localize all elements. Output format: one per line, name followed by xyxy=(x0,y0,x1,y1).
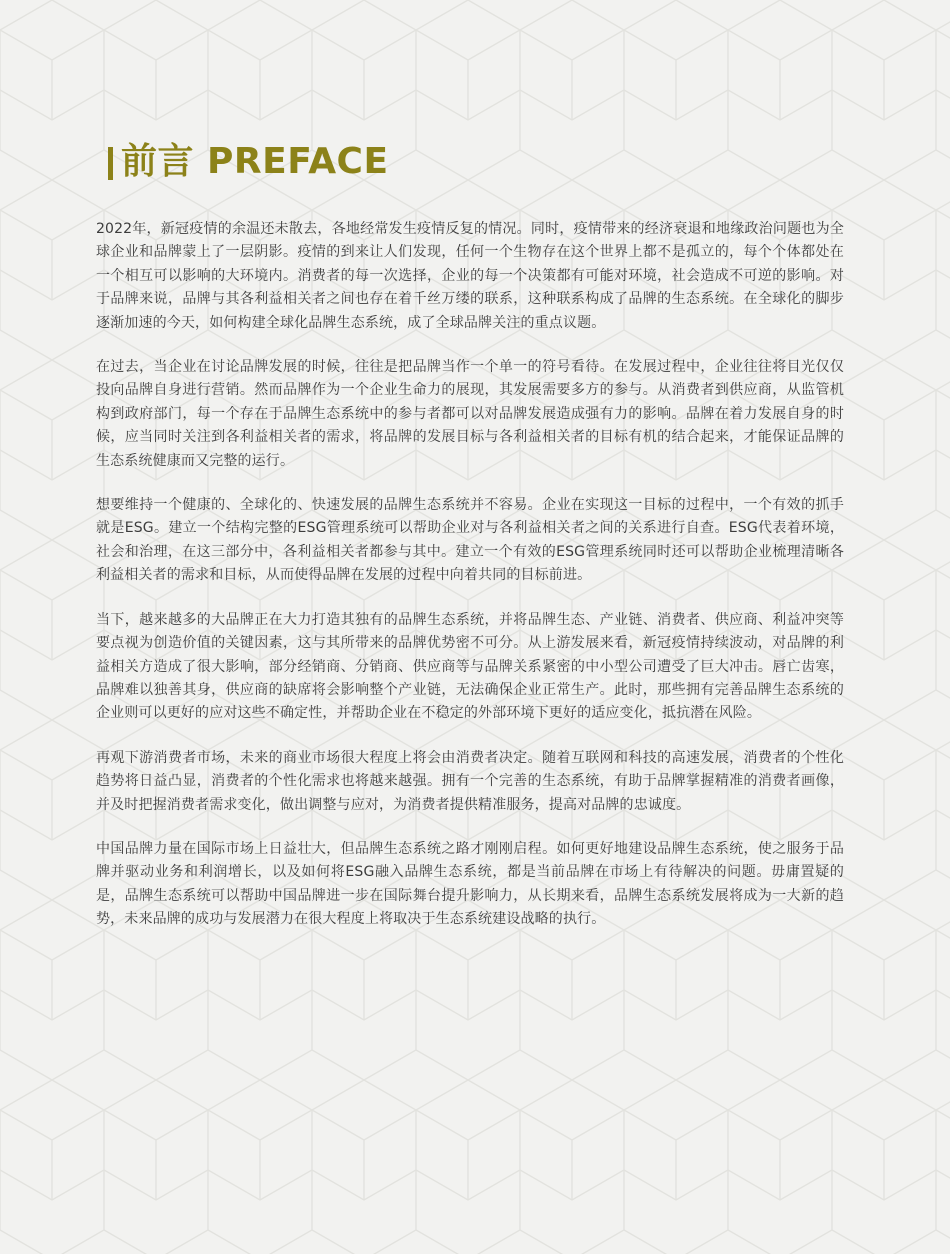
heading-accent-bar xyxy=(108,147,113,180)
paragraph-5: 再观下游消费者市场，未来的商业市场很大程度上将会由消费者决定。随着互联网和科技的高速发展，消费者的个性化趋势将日益凸显，消费者的个性化需求也将越来越强。拥有一个完善的生态系统，有助于品牌掌握精准的消费者画像，并及时把握消费者需求变化，做出调整与应对，为消费者提供精准服务，提高对品牌的忠诚度。 xyxy=(96,749,844,813)
preface-body xyxy=(96,218,844,953)
preface-heading xyxy=(108,140,389,184)
paragraph-6: 中国品牌力量在国际市场上日益壮大，但品牌生态系统之路才刚刚启程。如何更好地建设品牌生态系统，使之服务于品牌并驱动业务和利润增长，以及如何将ESG融入品牌生态系统，都是当前品牌在市场上有待解决的问题。毋庸置疑的是，品牌生态系统可以帮助中国品牌进一步在国际舞台提升影响力，从长期来看，品牌生态系统发展将成为一大新的趋势，未来品牌的成功与发展潜力在很大程度上将取决于生态系统建设战略的执行。 xyxy=(96,840,844,928)
paragraph-2: 在过去，当企业在讨论品牌发展的时候，往往是把品牌当作一个单一的符号看待。在发展过程中，企业往往将目光仅仅投向品牌自身进行营销。然而品牌作为一个企业生命力的展现，其发展需要多方的参与。从消费者到供应商，从监管机构到政府部门，每一个存在于品牌生态系统中的参与者都可以对品牌发展造成强有力的影响。品牌在着力发展自身的时候，应当同时关注到各利益相关者的需求，将品牌的发展目标与各利益相关者的目标有机的结合起来，才能保证品牌的生态系统健康而又完整的运行。 xyxy=(96,359,844,469)
paragraph-3: 想要维持一个健康的、全球化的、快速发展的品牌生态系统并不容易。企业在实现这一目标的过程中，一个有效的抓手就是ESG。建立一个结构完整的ESG管理系统可以帮助企业对与各利益相关者之间的关系进行自查。ESG代表着环境，社会和治理，在这三部分中，各利益相关者都参与其中。建立一个有效的ESG管理系统同时还可以帮助企业梳理清晰各利益相关者的需求和目标，从而使得品牌在发展的过程中向着共同的目标前进。 xyxy=(96,497,844,584)
paragraph-4: 当下，越来越多的大品牌正在大力打造其独有的品牌生态系统，并将品牌生态、产业链、消费者、供应商、利益冲突等要点视为创造价值的关键因素，这与其所带来的品牌优势密不可分。从上游发展来看，新冠疫情持续波动，对品牌的利益相关方造成了很大影响，部分经销商、分销商、供应商等与品牌关系紧密的中小型公司遭受了巨大冲击。唇亡齿寒，品牌难以独善其身，供应商的缺席将会影响整个产业链，无法确保企业正常生产。此时，那些拥有完善品牌生态系统的企业则可以更好的应对这些不确定性，并帮助企业在不稳定的外部环境下更好的适应变化，抵抗潜在风险。 xyxy=(96,611,844,722)
page-title: 前言 PREFACE xyxy=(121,141,389,182)
paragraph-1: 2022年，新冠疫情的余温还未散去，各地经常发生疫情反复的情况。同时，疫情带来的经济衰退和地缘政治问题也为全球企业和品牌蒙上了一层阴影。疫情的到来让人们发现，任何一个生物存在这个世界上都不是孤立的，每个个体都处在一个相互可以影响的大环境内。消费者的每一次选择，企业的每一个决策都有可能对环境，社会造成不可逆的影响。对于品牌来说，品牌与其各利益相关者之间也存在着千丝万缕的联系，这种联系构成了品牌的生态系统。在全球化的脚步逐渐加速的今天，如何构建全球化品牌生态系统，成了全球品牌关注的重点议题。 xyxy=(96,221,844,331)
